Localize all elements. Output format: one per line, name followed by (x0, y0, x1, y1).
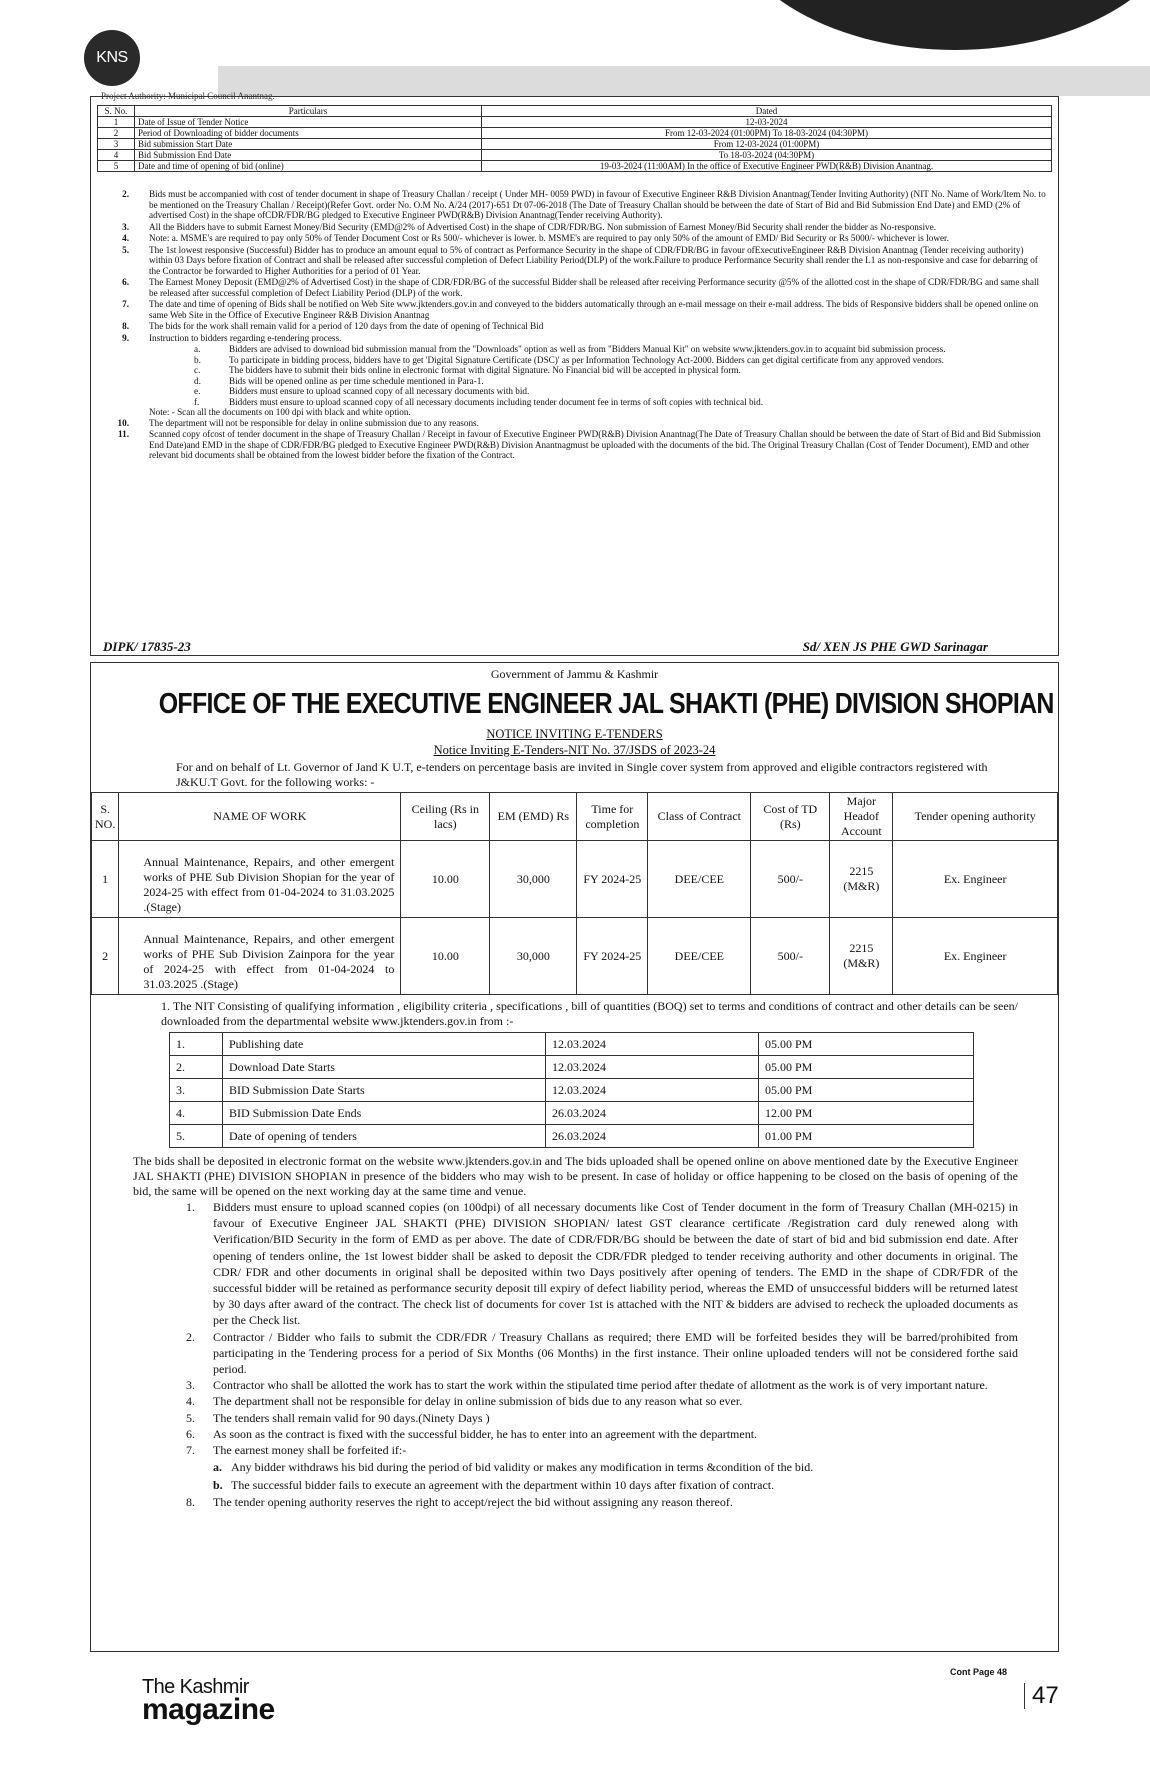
schedule-n: 5. (170, 1125, 223, 1148)
schedule-n: 4. (170, 1102, 223, 1125)
item-text: The earnest money shall be forfeited if:- (213, 1443, 407, 1458)
item-number: 11. (118, 429, 129, 439)
schedule-row (170, 1056, 974, 1079)
item-number: 3. (122, 221, 129, 232)
item-number: 10. (117, 417, 129, 428)
brand-bottom: magazine (142, 1693, 275, 1726)
item-text: Bidders are advised to download bid submission manual from the "Downloads" option as well as from "Bidders Manual Kit" on website www.jktenders.gov.in to acquaint bid submission process. (229, 344, 946, 354)
row-sno: 2 (98, 128, 135, 139)
work-class: DEE/CEE (648, 918, 751, 995)
schedule-date: 12.03.2024 (546, 1033, 759, 1056)
list-item (91, 1329, 1058, 1378)
notice-heading: NOTICE INVITING E-TENDERS (486, 727, 663, 741)
list-item (109, 299, 1049, 320)
item-number: 9. (122, 332, 129, 343)
item-number: f. (194, 396, 200, 407)
item-number: d. (194, 375, 201, 386)
item-number: b. (194, 354, 201, 365)
schedule-table-upper (97, 105, 1052, 172)
list-item (109, 233, 1049, 244)
row-dated: From 12-03-2024 (01:00PM) (482, 139, 1052, 150)
list-item (91, 1426, 1058, 1442)
list-item (91, 1199, 1058, 1329)
item-text: To participate in bidding process, bidders have to get 'Digital Signature Certificate (DSC)' as per Information Technology Act-2000. Bidders can get digital certificate from any approved vendors. (229, 354, 944, 365)
table-row (98, 117, 1052, 128)
schedule-event: BID Submission Date Starts (223, 1079, 546, 1102)
row-sno: 5 (98, 161, 135, 172)
header-band (218, 66, 1150, 96)
item-text: As soon as the contract is fixed with the successful bidder, he has to enter into an agreement with the department. (213, 1426, 758, 1441)
list-item (109, 189, 1049, 221)
continued-page: Cont Page 48 (950, 1667, 1008, 1677)
row-dated: To 18-03-2024 (04:30PM) (482, 150, 1052, 161)
item-number: e. (194, 386, 201, 396)
list-item (109, 397, 1049, 408)
item-text: The 1st lowest responsive (Successful) Bidder has to produce an amount equal to 5% of contract as Performance Security in the shape of CDR/FDR/BG in favour ofExecutiveEngineer R&B Division Anantnag (Tender receiving authority) within 03 Days before fixation of Contract and shall be released after successful completion of Defect Liability Period(DLP) of the work.Failure to produce Performance Security shall render the L1 as non-responsive and case for debarring of the Contractor be forwarded to Higher Authorities for a period of 01 Year. (149, 244, 1038, 276)
item-text: Scanned copy ofcost of tender document in the shape of Treasury Challan / Receipt in favour of Executive Engineer PWD(R&B) Division Anantnag(The Date of Treasury Challan should be between the date of Start of Bid and Bid Submission End Date)and EMD in the shape of CDR/FDR/BG pledged to Executive Engineer PWD(R&B) Division Anantnagmust be uploaded with the documents of the bid. The Original Treasury Challan (Cost of Tender Document), EMD and other relevant bid documents shall be obtained from the lowest bidder before the fixation of the Contract. (149, 429, 1041, 460)
item-number: 4. (186, 1394, 195, 1409)
work-time: FY 2024-25 (577, 841, 648, 918)
schedule-row (170, 1125, 974, 1148)
work-cost: 500/- (751, 918, 830, 995)
list-item (91, 1377, 1058, 1393)
work-row (92, 918, 1058, 995)
schedule-date: 12.03.2024 (546, 1079, 759, 1102)
works-table (91, 792, 1058, 995)
row-sno: 3 (98, 139, 135, 150)
list-item (109, 277, 1049, 298)
item-number: 2. (122, 189, 129, 199)
item-number: 3. (186, 1378, 195, 1393)
row-particulars: Bid submission Start Date (135, 139, 482, 150)
office-title: OFFICE OF THE EXECUTIVE ENGINEER JAL SHAKTI (PHE) DIVISION SHOPIAN (158, 688, 1054, 720)
work-cost: 500/- (751, 841, 830, 918)
schedule-row (170, 1033, 974, 1056)
work-em: 30,000 (490, 841, 577, 918)
list-item (91, 1494, 1058, 1510)
table-row (98, 139, 1052, 150)
work-ceiling: 10.00 (401, 841, 490, 918)
row-particulars: Bid Submission End Date (135, 150, 482, 161)
item-text: The date and time of opening of Bids shall be notified on Web Site www.jktenders.gov.in and conveyed to the bidders automatically through an e-mail message on their e-mail address. The bids of Responsive bidders shall be opened online on same Web Site in the Office of Executive Engineer R&B Division Anantnag (149, 299, 1039, 320)
upper-notice-items (109, 189, 1049, 462)
government-line: Government of Jammu & Kashmir (490, 667, 659, 681)
h-name: NAME OF WORK (119, 793, 401, 841)
schedule-date: 26.03.2024 (546, 1102, 759, 1125)
schedule-date: 12.03.2024 (546, 1056, 759, 1079)
work-ceiling: 10.00 (401, 918, 490, 995)
item-number: 4. (122, 233, 129, 243)
item-text: The successful bidder fails to execute an agreement with the department within 10 days after fixation of contract. (231, 1478, 775, 1493)
list-item (109, 222, 1049, 233)
row-particulars: Date and time of opening of bid (online) (135, 161, 482, 172)
list-item (91, 1442, 1058, 1458)
item-text: Contractor who shall be allotted the work has to start the work within the stipulated time period after thedate of allotment as the work is of very important nature. (213, 1378, 988, 1393)
table-row (98, 150, 1052, 161)
page-number: 47 (1024, 1683, 1059, 1709)
h-sno: S. NO. (92, 793, 119, 841)
work-class: DEE/CEE (648, 841, 751, 918)
item-text: The tender opening authority reserves the right to accept/reject the bid without assigning any reason thereof. (213, 1495, 733, 1510)
row-dated: 12-03-2024 (482, 117, 1052, 128)
list-item (91, 1393, 1058, 1409)
item-number: 8. (122, 321, 129, 331)
col-sno: S. No. (98, 106, 135, 117)
schedule-time: 12.00 PM (759, 1102, 974, 1125)
list-item (109, 429, 1049, 461)
item-text: Contractor / Bidder who fails to submit the CDR/FDR / Treasury Challans as required; there EMD will be forfeited besides they will be barred/prohibited from participating in the Tendering process for a period of Six Months (06 Months) in the first instance. Their online uploaded tenders will not be considered forthe said period. (213, 1329, 1018, 1377)
work-auth: Ex. Engineer (893, 918, 1058, 995)
item-number: b. (213, 1478, 223, 1493)
list-item (109, 344, 1049, 355)
note-line: Note: - Scan all the documents on 100 dpi with black and white option. (149, 407, 411, 417)
nit-number: Notice Inviting E-Tenders-NIT No. 37/JSDS of 2023-24 (433, 743, 716, 757)
deposit-paragraph: The bids shall be deposited in electronic format on the website www.jktenders.gov.in and The bids uploaded shall be opened online on above mentioned date by the Executive Engineer JAL SHAKTI (PHE) DIVISION SHOPIAN in presence of the bidders who may wish to be present. In case of holiday or office happening to be closed on the basis of opening of the bid, the same will be opened on the next working day at the same time and venue. (133, 1154, 1018, 1198)
h-time: Time for completion (577, 793, 648, 841)
magazine-brand (142, 1676, 275, 1727)
row-sno: 1 (98, 117, 135, 128)
schedule-time: 01.00 PM (759, 1125, 974, 1148)
list-item (109, 333, 1049, 344)
work-time: FY 2024-25 (577, 918, 648, 995)
list-item (109, 321, 1049, 332)
signature: Sd/ XEN JS PHE GWD Sarinagar (802, 638, 988, 654)
schedule-date: 26.03.2024 (546, 1125, 759, 1148)
item-text: Bids will be opened online as per time schedule mentioned in Para-1. (229, 375, 484, 386)
work-major: 2215 (M&R) (830, 918, 893, 995)
work-auth: Ex. Engineer (893, 841, 1058, 918)
lower-tender-notice (90, 662, 1059, 1652)
item-text: The bids for the work shall remain valid for a period of 120 days from the date of opening of Technical Bid (149, 321, 544, 331)
h-auth: Tender opening authority (893, 793, 1058, 841)
row-particulars: Date of Issue of Tender Notice (135, 117, 482, 128)
col-dated: Dated (482, 106, 1052, 117)
list-item (91, 1410, 1058, 1426)
item-number: c. (194, 365, 201, 375)
item-number: a. (194, 344, 201, 354)
list-item (109, 376, 1049, 387)
item-text: The bidders have to submit their bids online in electronic format with digital Signature. No Financial bid will be accepted in physical form. (229, 365, 741, 375)
list-item (109, 386, 1049, 397)
schedule-event: Download Date Starts (223, 1056, 546, 1079)
upper-tender-notice (90, 91, 1059, 656)
schedule-event: Publishing date (223, 1033, 546, 1056)
schedule-time: 05.00 PM (759, 1079, 974, 1102)
h-ceiling: Ceiling (Rs in lacs) (401, 793, 490, 841)
item-number: 7. (122, 299, 129, 309)
work-sno: 2 (92, 918, 119, 995)
schedule-n: 2. (170, 1056, 223, 1079)
work-name: Annual Maintenance, Repairs, and other emergent works of PHE Sub Division Shopian for the year of 2024-25 with effect from 01-04-2024 to 31.03.2025 .(Stage) (119, 841, 401, 918)
item-number: 2. (186, 1329, 195, 1344)
item-text: The department will not be responsible for delay in online submission due to any reasons. (149, 417, 479, 428)
item-text: Note: a. MSME's are required to pay only 50% of Tender Document Cost or Rs 500/- whichever is lower. b. MSME's are required to pay only 50% of the amount of EMD/ Bid Security or Rs 5000/- whichever is lower. (149, 233, 949, 243)
list-item (109, 418, 1049, 429)
h-em: EM (EMD) Rs (490, 793, 577, 841)
item-number: 5. (186, 1410, 195, 1425)
schedule-n: 3. (170, 1079, 223, 1102)
nit-info: 1. The NIT Consisting of qualifying information , eligibility criteria , specifications , bill of quantities (BOQ) set to terms and conditions of contract and other details can be seen/ downloaded from the departmental website www.jktenders.gov.in from :- (161, 999, 1018, 1028)
schedule-n: 1. (170, 1033, 223, 1056)
work-major: 2215 (M&R) (830, 841, 893, 918)
item-text: Instruction to bidders regarding e-tendering process. (149, 332, 342, 343)
list-item (109, 245, 1049, 277)
corner-decoration (720, 0, 1150, 50)
h-class: Class of Contract (648, 793, 751, 841)
item-number: 5. (122, 244, 129, 255)
row-sno: 4 (98, 150, 135, 161)
dipk-number: DIPK/ 17835-23 (103, 638, 191, 654)
item-text: Bidders must ensure to upload scanned copy of all necessary documents including tender document fee in terms of soft copies with technical bid. (229, 396, 764, 407)
works-header (92, 793, 1058, 841)
col-particulars: Particulars (135, 106, 482, 117)
row-dated: From 12-03-2024 (01:00PM) To 18-03-2024 (04:30PM) (482, 128, 1052, 139)
item-number: 7. (186, 1443, 195, 1458)
item-number: 1. (186, 1200, 195, 1214)
schedule-event: Date of opening of tenders (223, 1125, 546, 1148)
schedule-time: 05.00 PM (759, 1056, 974, 1079)
project-authority: Project Authority: Municipal Council Anantnag. (101, 91, 275, 101)
schedule-row (170, 1102, 974, 1125)
brand-top: The Kashmir (142, 1676, 249, 1698)
item-text: The Earnest Money Deposit (EMD@2% of Advertised Cost) in the shape of CDR/FDR/BG of the successful Bidder shall be released after receiving Performance security @5% of the allotted cost in the shape of CDR/FDR/BG and same shall be released after successful completion of Defect Liability Period (DLP) of the work. (149, 277, 1040, 298)
list-item (91, 1458, 1058, 1476)
table-row (98, 128, 1052, 139)
table-row (98, 161, 1052, 172)
list-item (109, 365, 1049, 376)
work-em: 30,000 (490, 918, 577, 995)
item-text: The tenders shall remain valid for 90 days.(Ninety Days ) (213, 1410, 490, 1425)
row-dated: 19-03-2024 (11:00AM) In the office of Executive Engineer PWD(R&B) Division Anantnag. (482, 161, 1052, 172)
intro-text: For and on behalf of Lt. Governor of Jand K U.T, e-tenders on percentage basis are invited in Single cover system from approved and eligible contractors registered with J&KU.T Govt. for the following works: - (176, 760, 988, 789)
work-sno: 1 (92, 841, 119, 918)
schedule-event: BID Submission Date Ends (223, 1102, 546, 1125)
item-text: Bidders must ensure to upload scanned copies (on 100dpi) of all necessary documents like Cost of Tender document in the form of Treasury Challan (MH-0215) in favour of Executive Engineer JAL SHAKTI (PHE) DIVISION SHOPIAN/ latest GST clearance certificate /Registration card duly renewed along with Verification/BID Security in the form of EMD as per above. The date of CDR/FDR/BG should be between the date of start of bid and bid submission end date. After opening of tenders online, the 1st lowest bidder shall be asked to deposit the CDR/FDR pledged to tender receiving authority and other documents in original. The CDR/ FDR and other documents in original shall be deposited within two Days positively after opening of tenders. The EMD in the shape of CDR/FDR of the successful bidder will be retained as performance security deposit till expiry of defect liability period, whereas the EMD of unsuccessful bidders will be returned latest by 30 days after award of the contract. The check list of documents for cover 1st is attached with the NIT & bidders are advised to recheck the uploaded documents as per the Check list. (213, 1200, 1018, 1328)
list-item (91, 1476, 1058, 1494)
work-name: Annual Maintenance, Repairs, and other emergent works of PHE Sub Division Zainpora for the year of 2024-25 with effect from 01-04-2024 to 31.03.2025 .(Stage) (119, 918, 401, 995)
item-text: Bids must be accompanied with cost of tender document in shape of Treasury Challan / receipt ( Under MH- 0059 PWD) in favour of Executive Engineer R&B Division Anantnag(Tender Inviting Authority) (NIT No. Name of Work/Item No. to be mentioned on the Treasury Challan / Receipt)(Refer Govt. order No. O.M No. A/24 (2017)-651 Dt 07-06-2018 (The Date of Treasury Challan should be between the date of Start of Bid and Bid Submission End Date) and EMD (2% of advertised Cost) in the shape ofCDR/FDR/BG pledged to Executive Engineer PWD(R&B) Division Anantnag(Tender receiving Authority). (149, 189, 1046, 220)
h-major: Major Headof Account (830, 793, 893, 841)
row-particulars: Period of Downloading of bidder documents (135, 128, 482, 139)
h-cost: Cost of TD (Rs) (751, 793, 830, 841)
item-number: a. (213, 1460, 222, 1475)
schedule-time: 05.00 PM (759, 1033, 974, 1056)
item-text: The department shall not be responsible for delay in online submission of bids due to any reason what so ever. (213, 1394, 743, 1409)
schedule-row (170, 1079, 974, 1102)
item-number: 8. (186, 1495, 195, 1510)
item-text: All the Bidders have to submit Earnest Money/Bid Security (EMD@2% of Advertised Cost) in the shape of CDR/FDR/BG. Non submission of Earnest Money/Bid Security shall render the bidder as No-responsive. (149, 221, 936, 232)
item-number: 6. (186, 1426, 195, 1441)
dates-table (169, 1032, 974, 1148)
table-header (98, 106, 1052, 117)
kns-logo: KNS (84, 30, 140, 86)
item-text: Any bidder withdraws his bid during the period of bid validity or makes any modification in terms &condition of the bid. (231, 1460, 814, 1475)
conditions-list (91, 1199, 1058, 1510)
item-text: Bidders must ensure to upload scanned copy of all necessary documents with bid. (229, 386, 530, 396)
list-item (109, 355, 1049, 366)
work-row (92, 841, 1058, 918)
item-number: 6. (122, 277, 129, 287)
